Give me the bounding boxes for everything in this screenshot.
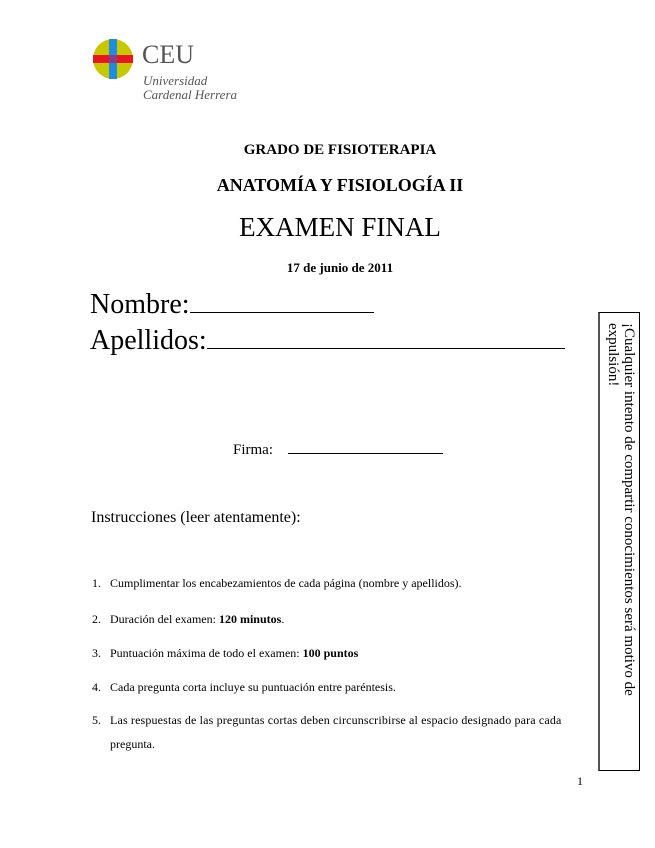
nombre-blank[interactable] <box>190 312 374 313</box>
logo-line1: Universidad <box>143 73 208 88</box>
firma-label: Firma: <box>233 442 273 458</box>
item-text-post: . <box>281 612 285 626</box>
item-text-continued: pregunta. <box>110 737 155 751</box>
page-number: 1 <box>577 774 583 788</box>
warning-box <box>598 312 640 771</box>
apellidos-field[interactable] <box>90 325 565 357</box>
firma-field[interactable] <box>233 442 443 459</box>
nombre-field[interactable] <box>90 289 374 321</box>
item-text <box>110 646 358 661</box>
item-text: Cada pregunta corta incluye su puntuación entre paréntesis. <box>110 680 396 694</box>
item-text: Las respuestas de las preguntas cortas deben circunscribirse al espacio designado para cada <box>110 713 562 727</box>
apellidos-blank[interactable] <box>207 348 565 349</box>
item-text-pre: Duración del examen: <box>110 612 219 626</box>
apellidos-label: Apellidos: <box>90 325 207 356</box>
logo-line2: Cardenal Herrera <box>143 87 238 102</box>
degree-title: GRADO DE FISIOTERAPIA <box>243 142 437 158</box>
warning-line1: ¡Cualquier intento de compartir conocimientos será motivo de <box>621 323 637 696</box>
item-text-bold: 100 puntos <box>302 646 359 660</box>
ceu-emblem-icon <box>92 38 134 80</box>
warning-text <box>605 313 640 771</box>
subject-title: ANATOMÍA Y FISIOLOGÍA II <box>216 175 464 195</box>
item-text <box>110 612 284 627</box>
item-text-pre: Puntuación máxima de todo el examen: <box>110 646 303 660</box>
item-text: Cumplimentar los encabezamientos de cada página (nombre y apellidos). <box>110 576 462 590</box>
item-number: 3. <box>92 646 101 660</box>
logo-brand: CEU <box>142 40 194 69</box>
item-number: 4. <box>92 680 101 694</box>
nombre-label: Nombre: <box>90 289 190 320</box>
instructions-title: Instrucciones (leer atentamente): <box>91 509 301 526</box>
item-number: 5. <box>92 713 101 727</box>
item-number: 2. <box>92 612 101 626</box>
warning-line2: expulsión! <box>605 323 621 387</box>
item-number: 1. <box>92 576 101 590</box>
exam-date: 17 de junio de 2011 <box>286 260 394 275</box>
firma-blank[interactable] <box>288 453 443 454</box>
exam-title: EXAMEN FINAL <box>239 212 441 242</box>
item-text-bold: 120 minutos <box>218 612 282 626</box>
